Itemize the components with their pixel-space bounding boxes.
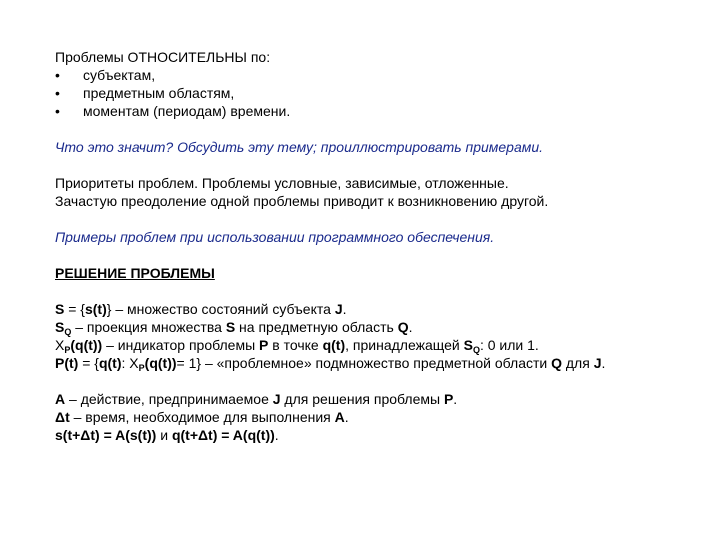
discussion-question: Что это значит? Обсудить эту тему; проиллюстрировать примерами. (55, 139, 544, 155)
list-item-text: предметным областям, (83, 85, 235, 101)
formula-line-4: P(t) = {q(t): $X_P(q(t))= 1$} – «проблемное» подмножество предметной области Q для J. (55, 355, 606, 373)
bullet-icon: • (55, 85, 60, 101)
software-examples: Примеры проблем при использовании программного обеспечения. (55, 229, 495, 245)
list-item-text: субъектам, (83, 67, 156, 83)
priorities-line-1: Приоритеты проблем. Проблемы условные, зависимые, отложенные. (55, 175, 509, 191)
list-item-text: моментам (периодам) времени. (83, 103, 291, 119)
section-heading: РЕШЕНИЕ ПРОБЛЕМЫ (55, 265, 215, 281)
formula-line-7: s(t+Δt) = A(s(t)) и q(t+Δt) = A(q(t)). (55, 427, 279, 443)
formula-line-5: A – действие, предпринимаемое J для решения проблемы P. (55, 391, 458, 407)
formula-line-2: $S_Q$ – проекция множества S на предметную область Q. (55, 319, 413, 337)
priorities-line-2: Зачастую преодоление одной проблемы приводит к возникновению другой. (55, 193, 549, 209)
bullet-icon: • (55, 67, 60, 83)
formula-line-6: Δt – время, необходимое для выполнения A. (55, 409, 349, 425)
list-item (55, 102, 705, 120)
formula-line-3: $X_P(q(t))$ – индикатор проблемы P в точке q(t), принадлежащей $S_Q$: 0 или 1. (55, 337, 539, 355)
relativity-intro: Проблемы ОТНОСИТЕЛЬНЫ по: (55, 49, 271, 65)
slide-content (55, 48, 705, 444)
bullet-icon: • (55, 103, 60, 119)
list-item (55, 66, 705, 84)
list-item (55, 84, 705, 102)
formula-line-1: S = {s(t)} – множество состояний субъекта J. (55, 301, 347, 317)
